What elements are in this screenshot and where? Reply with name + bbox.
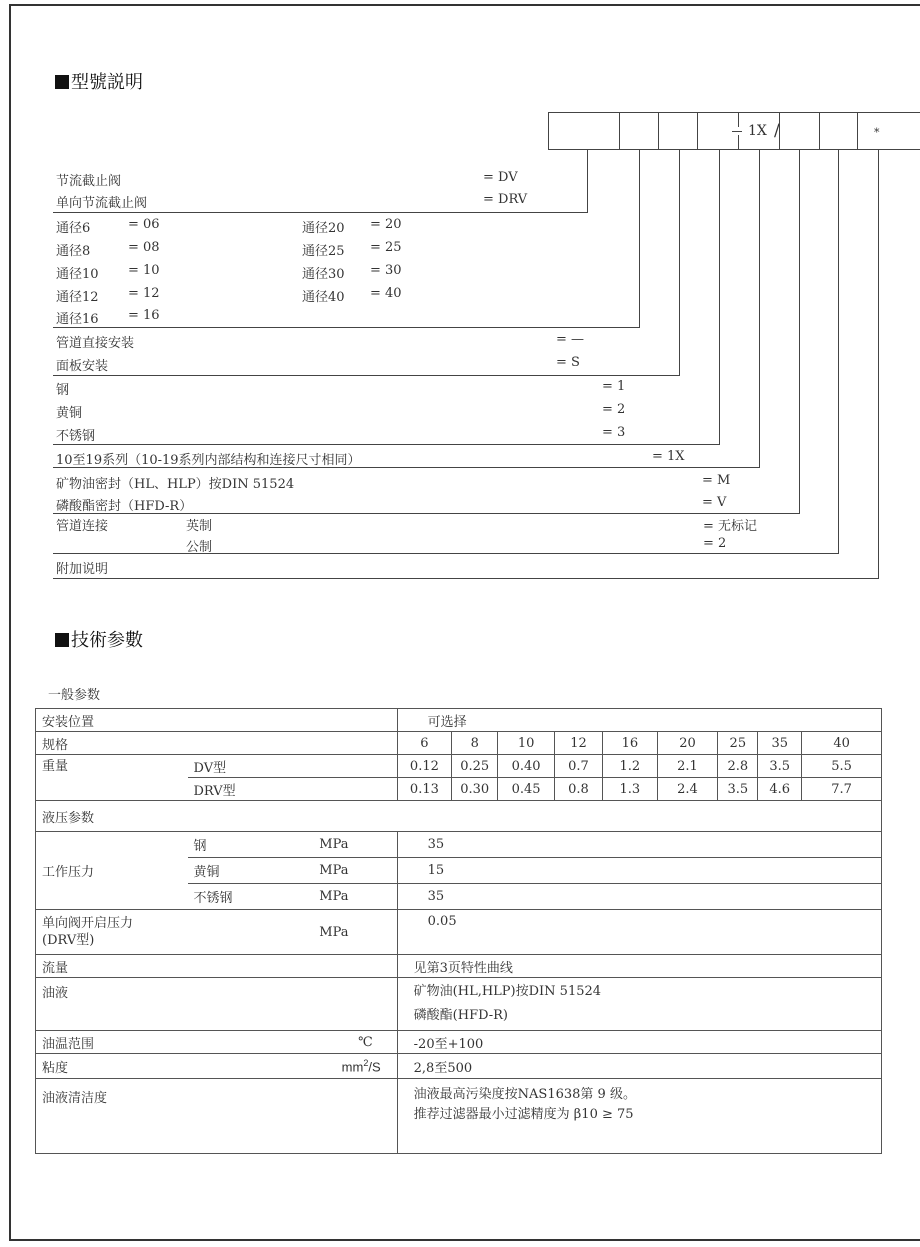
material-code-brass: = 2 (602, 402, 626, 417)
connection-code-imperial: = 无标记 (703, 519, 758, 534)
weight-label: 重量 (36, 755, 188, 801)
weight-cell: 5.5 (802, 755, 882, 778)
weight-drv-label: DRV型 (188, 778, 398, 801)
weight-cell: 1.3 (603, 778, 658, 801)
size-label: 通径16 (56, 312, 99, 327)
viscosity-unit-base: mm (341, 1059, 364, 1075)
size-cell: 8 (452, 732, 498, 755)
check-valve-label (36, 910, 314, 955)
code-box-extra (857, 112, 920, 150)
pressure-material: 钢 (188, 832, 314, 858)
code-box-seal (779, 112, 820, 150)
row-temp (36, 1031, 882, 1054)
sizes-label: 规格 (36, 732, 398, 755)
general-params-subtitle: 一般参数 (48, 688, 101, 703)
pressure-unit: MPa (313, 858, 397, 884)
bracket-line-size (53, 327, 640, 328)
weight-cell: 0.30 (452, 778, 498, 801)
size-code: = 40 (370, 286, 402, 301)
model-section-title (55, 68, 143, 94)
series-label: 10至19系列（10-19系列内部结构和连接尺寸相同） (56, 453, 361, 468)
extra-label: 附加说明 (56, 562, 109, 577)
material-label-stainless: 不锈钢 (56, 429, 96, 444)
pressure-material: 黄铜 (188, 858, 314, 884)
fluid-value-line2: 磷酸酯(HFD-R) (413, 1008, 509, 1023)
bracket-line-type (53, 212, 588, 213)
bracket-line-material (53, 444, 720, 445)
mounting-label-pipe: 管道直接安装 (56, 336, 135, 351)
code-series-1x: 1X (748, 123, 767, 139)
size-label: 通径20 (302, 221, 345, 236)
size-label: 通径30 (302, 267, 345, 282)
weight-cell: 0.45 (498, 778, 555, 801)
size-cell: 25 (718, 732, 758, 755)
pressure-label: 工作压力 (36, 832, 188, 910)
install-value: 可选择 (397, 709, 881, 732)
check-valve-label-line2: (DRV型) (42, 933, 95, 948)
cleanliness-value-line2: 推荐过滤器最小过滤精度为 β10 ≥ 75 (413, 1107, 634, 1122)
weight-cell: 0.13 (397, 778, 452, 801)
viscosity-unit-sup: 2 (363, 1057, 369, 1068)
pressure-material: 不锈钢 (188, 884, 314, 910)
size-cell: 40 (802, 732, 882, 755)
weight-cell: 2.8 (718, 755, 758, 778)
material-label-steel: 钢 (56, 383, 70, 398)
row-hydraulic-header (36, 801, 882, 832)
seal-label-phosphate: 磷酸酯密封（HFD-R） (56, 499, 193, 514)
size-code: = 25 (370, 240, 402, 255)
option-code-drv: = DRV (483, 192, 528, 207)
option-label-drv: 单向节流截止阀 (56, 196, 148, 211)
size-label: 通径10 (56, 267, 99, 282)
row-weight-dv (36, 755, 882, 778)
square-bullet-icon (55, 633, 69, 647)
row-flow (36, 955, 882, 978)
spec-table (35, 708, 882, 1154)
connection-code-metric: = 2 (703, 536, 727, 551)
row-fluid (36, 978, 882, 1031)
leader-line-mounting (679, 150, 680, 375)
square-bullet-icon (55, 75, 69, 89)
temp-label: 油温范围 (36, 1031, 314, 1054)
fluid-label: 油液 (36, 978, 398, 1031)
weight-cell: 0.7 (554, 755, 602, 778)
connection-option-metric: 公制 (186, 540, 213, 555)
row-check-valve (36, 910, 882, 955)
size-code: = 16 (128, 308, 160, 323)
code-box-mounting (658, 112, 698, 150)
row-pressure-steel (36, 832, 882, 858)
cleanliness-value (397, 1079, 881, 1154)
weight-cell: 1.2 (603, 755, 658, 778)
bracket-line-connection (53, 553, 839, 554)
size-code: = 10 (128, 263, 160, 278)
connection-option-imperial: 英制 (186, 519, 213, 534)
code-box-size (619, 112, 659, 150)
check-valve-unit: MPa (313, 910, 397, 955)
fluid-value (397, 978, 881, 1031)
size-cell: 35 (758, 732, 802, 755)
cleanliness-value-line1: 油液最高污染度按NAS1638第 9 级。 (413, 1087, 636, 1102)
leader-line-seal (799, 150, 800, 513)
option-label-dv: 节流截止阀 (56, 174, 122, 189)
leader-line-material (719, 150, 720, 444)
size-cell: 6 (397, 732, 452, 755)
material-label-brass: 黄铜 (56, 406, 83, 421)
viscosity-unit-tail: /S (368, 1059, 381, 1075)
pressure-value: 35 (397, 884, 881, 910)
leader-line-series (759, 150, 760, 467)
size-label: 通径6 (56, 221, 91, 236)
size-cell: 12 (554, 732, 602, 755)
row-viscosity (36, 1054, 882, 1079)
tech-section-title (55, 626, 143, 652)
seal-code-phosphate: = V (702, 495, 727, 510)
connection-label: 管道连接 (56, 519, 109, 534)
size-code: = 12 (128, 286, 160, 301)
size-code: = 06 (128, 217, 160, 232)
flow-label: 流量 (36, 955, 398, 978)
flow-value: 见第3页特性曲线 (397, 955, 881, 978)
leader-line-type (587, 150, 588, 212)
pressure-value: 35 (397, 832, 881, 858)
viscosity-label: 粘度 (36, 1054, 314, 1079)
size-label: 通径12 (56, 290, 99, 305)
material-code-steel: = 1 (602, 379, 626, 394)
row-install (36, 709, 882, 732)
size-cell: 10 (498, 732, 555, 755)
seal-label-mineral: 矿物油密封（HL、HLP）按DIN 51524 (56, 477, 295, 492)
mounting-code-pipe: = — (556, 332, 585, 347)
tech-section-title-text: 技術参數 (71, 630, 143, 651)
leader-line-extra (878, 150, 879, 578)
weight-cell: 7.7 (802, 778, 882, 801)
weight-cell: 2.1 (657, 755, 718, 778)
code-box-type (548, 112, 620, 150)
row-sizes (36, 732, 882, 755)
code-box-material-series (697, 112, 780, 150)
mounting-code-panel: = S (556, 355, 580, 370)
weight-cell: 0.25 (452, 755, 498, 778)
temp-unit: ℃ (313, 1031, 397, 1054)
size-code: = 20 (370, 217, 402, 232)
size-cell: 20 (657, 732, 718, 755)
temp-value: -20至+100 (397, 1031, 881, 1054)
viscosity-value: 2,8至500 (397, 1054, 881, 1079)
mounting-label-panel: 面板安装 (56, 359, 109, 374)
material-code-stainless: = 3 (602, 425, 626, 440)
weight-cell: 3.5 (758, 755, 802, 778)
option-code-dv: = DV (483, 170, 518, 185)
size-label: 通径25 (302, 244, 345, 259)
row-cleanliness (36, 1079, 882, 1154)
leader-line-size (639, 150, 640, 327)
weight-cell: 4.6 (758, 778, 802, 801)
leader-line-connection (838, 150, 839, 553)
code-box-connection (819, 112, 858, 150)
hydraulic-header: 液压参数 (36, 801, 882, 832)
bracket-line-mounting (53, 375, 680, 376)
code-asterisk: * (874, 126, 880, 139)
code-separator: / (774, 121, 780, 141)
seal-code-mineral: = M (702, 473, 731, 488)
weight-cell: 0.12 (397, 755, 452, 778)
weight-dv-label: DV型 (188, 755, 398, 778)
model-section-title-text: 型號説明 (71, 72, 143, 93)
size-cell: 16 (603, 732, 658, 755)
weight-cell: 2.4 (657, 778, 718, 801)
weight-cell: 3.5 (718, 778, 758, 801)
size-code: = 30 (370, 263, 402, 278)
weight-cell: 0.40 (498, 755, 555, 778)
weight-cell: 0.8 (554, 778, 602, 801)
pressure-value: 15 (397, 858, 881, 884)
pressure-unit: MPa (313, 884, 397, 910)
viscosity-unit (313, 1054, 397, 1079)
check-valve-label-line1: 单向阀开启压力 (42, 916, 134, 931)
check-valve-value: 0.05 (397, 910, 881, 955)
series-code: = 1X (652, 449, 685, 464)
cleanliness-label: 油液清洁度 (36, 1079, 398, 1154)
bracket-line-extra (53, 578, 879, 579)
size-label: 通径40 (302, 290, 345, 305)
pressure-unit: MPa (313, 832, 397, 858)
fluid-value-line1: 矿物油(HL,HLP)按DIN 51524 (413, 984, 602, 999)
install-label: 安装位置 (36, 709, 398, 732)
size-label: 通径8 (56, 244, 91, 259)
size-code: = 08 (128, 240, 160, 255)
